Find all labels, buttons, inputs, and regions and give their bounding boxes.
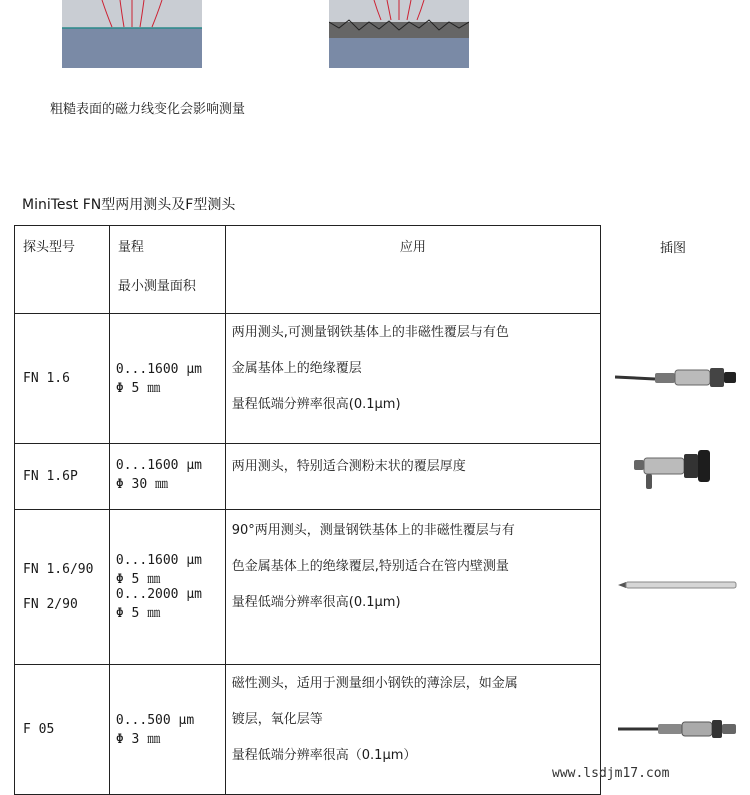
row-model: FN 1.6/90 FN 2/90 xyxy=(15,510,110,665)
table-header-row xyxy=(15,226,601,314)
row-application: 磁性测头，适用于测量细小钢铁的薄涂层，如金属 镀层，氧化层等 量程低端分辨率很高（0.1μm） xyxy=(225,665,600,795)
row-range: 0...1600 μm Φ 5 ㎜ xyxy=(109,314,225,444)
probe-f05-image xyxy=(618,716,738,742)
row-model: FN 1.6P xyxy=(15,444,110,510)
header-min-area: 最小测量面积 xyxy=(117,279,196,294)
row-model: FN 1.6 xyxy=(15,314,110,444)
row-range: 0...1600 μm Φ 30 ㎜ xyxy=(109,444,225,510)
smooth-surface-figure xyxy=(62,0,202,68)
row-range: 0...500 μm Φ 3 ㎜ xyxy=(109,665,225,795)
probe-fn16p-image xyxy=(632,448,722,493)
watermark-url: www.lsdjm17.com xyxy=(552,766,670,781)
header-application: 应用 xyxy=(225,226,600,314)
header-illustration: 插图 xyxy=(660,241,687,256)
header-model: 探头型号 xyxy=(15,226,110,314)
rough-surface-figure xyxy=(329,0,469,68)
row-application: 两用测头,可测量钢铁基体上的非磁性覆层与有色 金属基体上的绝缘覆层 量程低端分辨率很高(0.1μm) xyxy=(225,314,600,444)
row-application: 90°两用测头，测量钢铁基体上的非磁性覆层与有 色金属基体上的绝缘覆层,特别适合在管内壁测量 量程低端分辨率很高(0.1μm) xyxy=(225,510,600,665)
row-range: 0...1600 μm Φ 5 ㎜ 0...2000 μm Φ 5 ㎜ xyxy=(109,510,225,665)
row-application: 两用测头，特别适合测粉末状的覆层厚度 xyxy=(225,444,600,510)
probe-spec-table xyxy=(14,225,601,795)
figure-caption: 粗糙表面的磁力线变化会影响测量 xyxy=(50,102,246,117)
table-row xyxy=(15,444,601,510)
table-title: MiniTest FN型两用测头及F型测头 xyxy=(22,197,236,213)
table-row xyxy=(15,314,601,444)
table-row xyxy=(15,510,601,665)
probe-fn16-90-image xyxy=(618,578,738,592)
table-row xyxy=(15,665,601,795)
row-model: F 05 xyxy=(15,665,110,795)
header-range: 量程 最小测量面积 xyxy=(109,226,225,314)
probe-fn16-image xyxy=(615,362,740,392)
